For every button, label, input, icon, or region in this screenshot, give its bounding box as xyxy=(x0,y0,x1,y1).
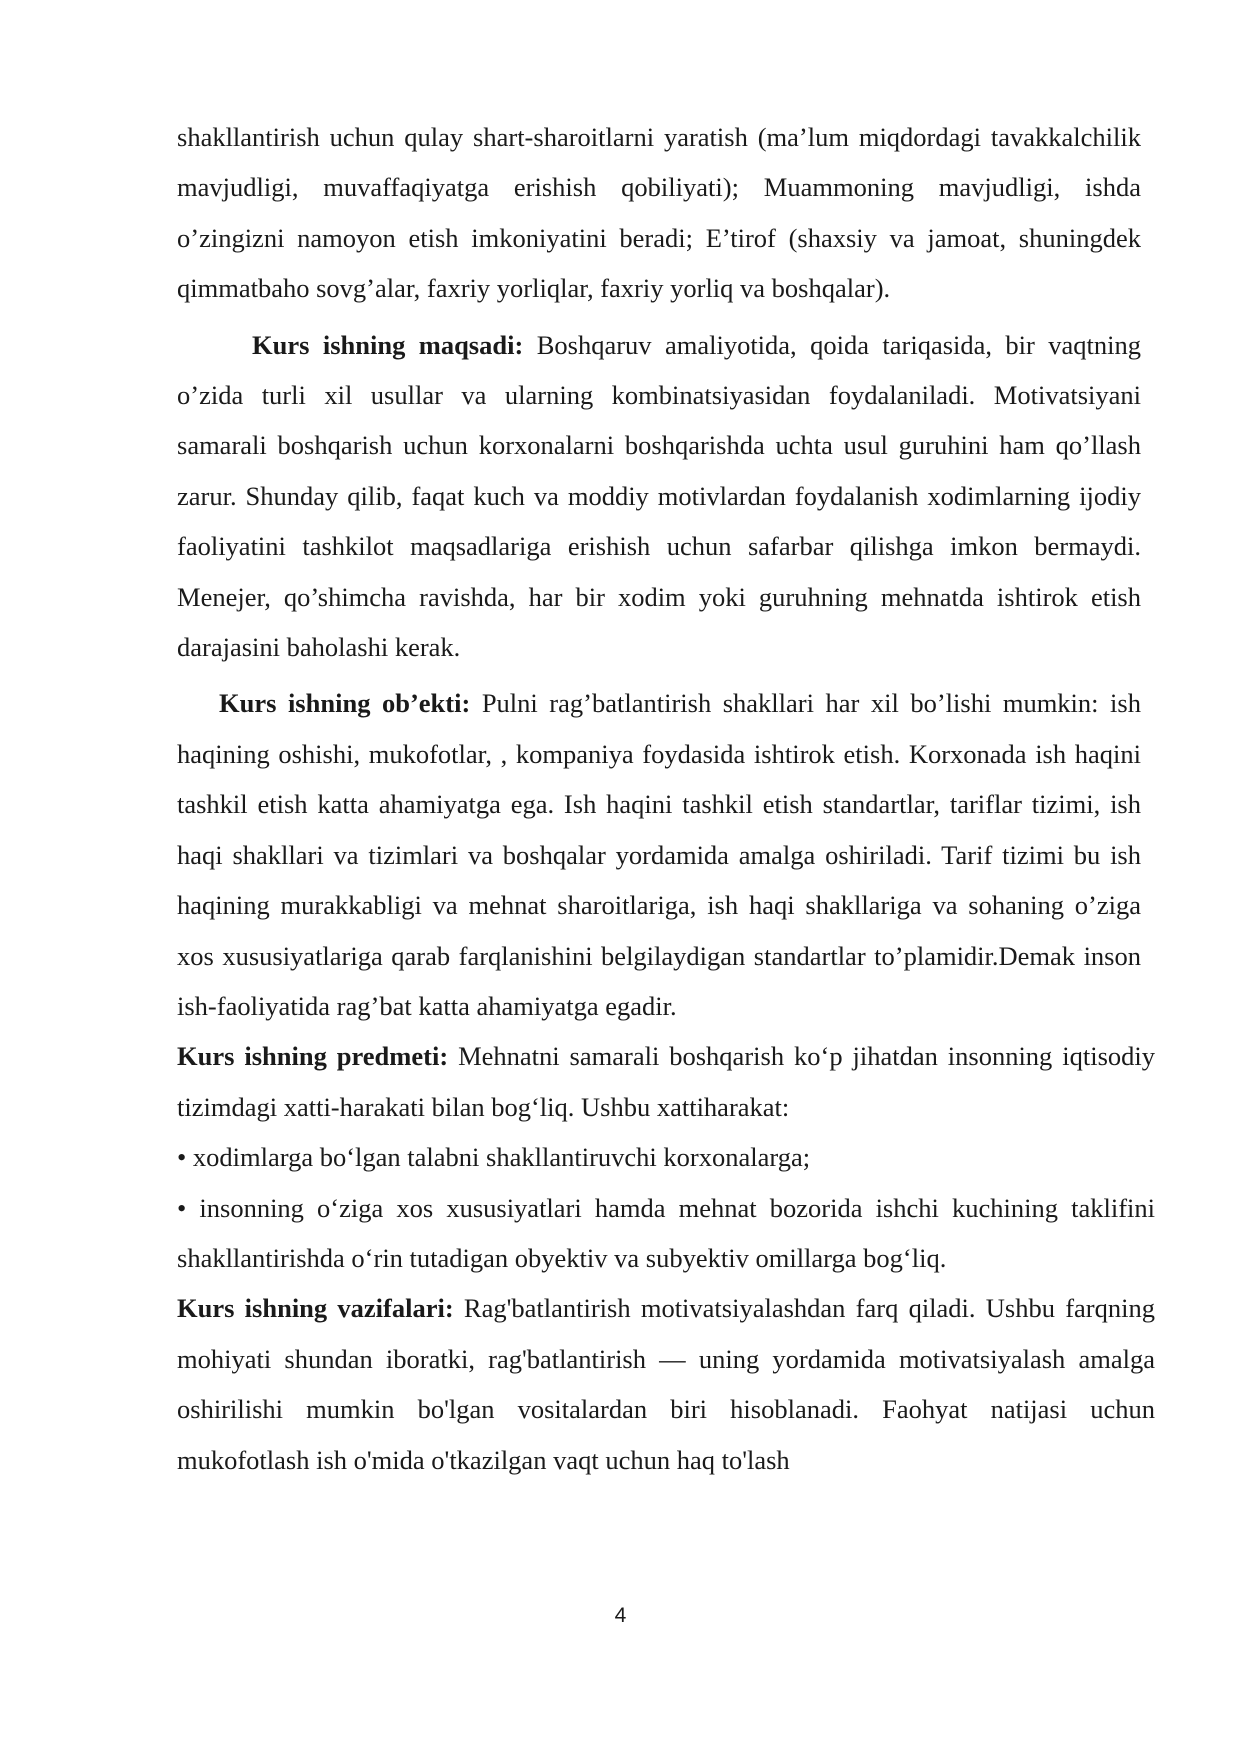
predmet-heading: Kurs ishning predmeti: xyxy=(177,1041,449,1072)
vazifa-heading: Kurs ishning vazifalari: xyxy=(177,1293,454,1324)
maqsad-text: Boshqaruv amaliyotida, qoida tariqasida, bir vaqtning o’zida turli xil usullar va ularning kombinatsiyasidan foydalaniladi. Motivatsiyani samarali boshqarish uchun korxonalarni boshqarishda uchta usul guruhini ham qo’llash zarur. Shunday qilib, faqat kuch va moddiy motivlardan foydalanish xodimlarning ijodiy faoliyatini tashkilot maqsadlariga erishish uchun safarbar qilishga imkon bermaydi. Menejer, qo’shimcha ravishda, har bir xodim yoki guruhning mehnatda ishtirok etish darajasini baholashi kerak. xyxy=(177,329,1142,663)
paragraph-vazifa xyxy=(177,1283,1155,1485)
paragraph-obekt xyxy=(177,678,1141,1031)
page-number: 4 xyxy=(614,1604,627,1627)
obekt-text: Pulni rag’batlantirish shakllari har xil bo’lishi mumkin: ish haqining oshishi, mukofotlar, , kompaniya foydasida ishtirok etish. Korxonada ish haqini tashkil etish katta ahamiyatga ega. Ish haqini tashkil etish standartlar, tariflar tizimi, ish haqi shakllari va tizimlari va boshqalar yordamida amalga oshiriladi. Tarif tizimi bu ish haqining murakkabligi va mehnat sharoitlariga, ish haqi shakllariga va sohaning o’ziga xos xususiyatlariga qarab farqlanishini belgilaydigan standartlar to’plamidir.Demak inson ish-faoliyatida rag’bat katta ahamiyatga egadir. xyxy=(177,688,1141,1021)
paragraph-intro: shakllantirish uchun qulay shart-sharoitlarni yaratish (ma’lum miqdordagi tavakkalchilik mavjudligi, muvaffaqiyatga erishish qobiliyati); Muammoning mavjudligi, ishda o’zingizni namoyon etish imkoniyatini beradi; E’tirof (shaxsiy va jamoat, shuningdek qimmatbaho sovg’alar, faxriy yorliqlar, faxriy yorliq va boshqalar). xyxy=(177,122,1141,304)
obekt-heading: Kurs ishning ob’ekti: xyxy=(219,688,471,719)
vazifa-text: Rag'batlantirish motivatsiyalashdan farq qiladi. Ushbu farqning mohiyati shundan iboratki, rag'batlantirish — uning yordamida motivatsiyalash amalga oshirilishi mumkin bo'lgan vositalardan biri hisoblanadi. Faohyat natijasi uchun mukofotlash ish o'mida o'tkazilgan vaqt uchun haq to'lash xyxy=(177,1293,1155,1475)
document-page xyxy=(177,112,1155,1485)
bullet-item-2: • insonning o‘ziga xos xususiyatlari hamda mehnat bozorida ishchi kuchining taklifini shakllantirishda o‘rin tutadigan obyektiv va subyektiv omillarga bog‘liq. xyxy=(177,1192,1155,1273)
maqsad-heading: Kurs ishning maqsadi: xyxy=(252,329,524,360)
predmet-text: Mehnatni samarali boshqarish ko‘p jihatdan insonning iqtisodiy tizimdagi xatti-harakati bilan bog‘liq. Ushbu xattiharakat: xyxy=(177,1041,1155,1122)
paragraph-maqsad xyxy=(177,320,1141,673)
paragraph-predmet xyxy=(177,1031,1155,1132)
bullet-item-1: • xodimlarga bo‘lgan talabni shakllantiruvchi korxonalarga; xyxy=(177,1142,811,1173)
